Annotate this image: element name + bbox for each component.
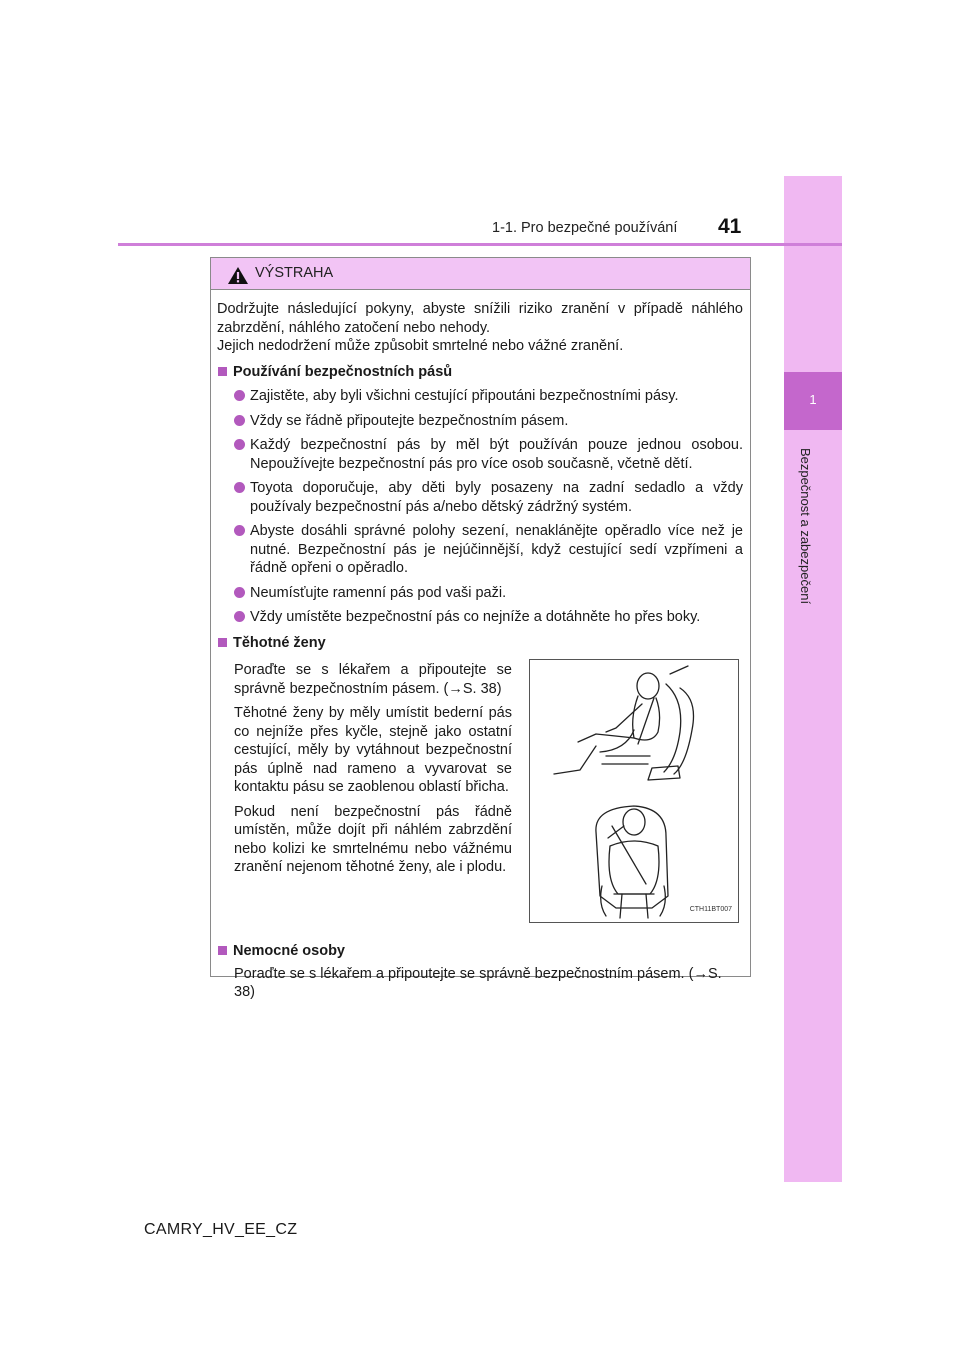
warning-header: [211, 258, 750, 290]
list-item: [217, 479, 743, 516]
page-number: 41: [718, 215, 742, 238]
square-bullet-icon: [218, 367, 227, 376]
pregnant-seatbelt-illustration: [529, 659, 739, 923]
circle-bullet-icon: [234, 439, 245, 450]
model-code: CAMRY_HV_EE_CZ: [144, 1221, 298, 1238]
section-heading-label: Těhotné ženy: [233, 634, 326, 651]
circle-bullet-icon: [234, 611, 245, 622]
square-bullet-icon: [218, 946, 227, 955]
header-rule: [118, 243, 842, 246]
warning-content: [217, 300, 743, 1002]
circle-bullet-icon: [234, 415, 245, 426]
list-item: [217, 522, 743, 578]
circle-bullet-icon: [234, 525, 245, 536]
list-item: [217, 584, 743, 603]
warning-triangle-icon: [227, 266, 249, 285]
circle-bullet-icon: [234, 587, 245, 598]
paragraph: Poraďte se s lékařem a připoutejte se správně bezpečnostním pásem. (→S. 38): [234, 662, 512, 697]
warning-intro: Dodržujte následující pokyny, abyste snížili riziko zranění v případě náhlého zabrzdění, náhlého zatočení nebo nehody.: [217, 301, 743, 336]
list-item-text: Neumísťujte ramenní pás pod vaši paži.: [250, 584, 507, 601]
illustration-code: CTH11BT007: [689, 905, 732, 913]
pregnant-woman-seated-side-view: [530, 660, 738, 800]
warning-title: VÝSTRAHA: [255, 265, 334, 281]
list-item-text: Abyste dosáhli správné polohy sezení, nenaklánějte opěradlo více než je nutné. Bezpečnostní pás je nejúčinnější, když cestující sedí vzpřímeni a řádně opřeni o opěradlo.: [250, 523, 743, 576]
side-tab: [784, 176, 842, 1182]
section-heading-pregnant-women: [217, 634, 743, 653]
square-bullet-icon: [218, 638, 227, 647]
paragraph: Těhotné ženy by měly umístit bederní pás co nejníže přes kyčle, stejně jako ostatní cestující, měly by vytáhnout bezpečnostní pás úplně nad rameno a vyvarovat se kontaktu pásu se zaoblenou oblastí břicha.: [234, 705, 512, 795]
section-heading-seatbelt-use: [217, 363, 743, 382]
list-item: [217, 608, 743, 627]
paragraph: Pokud není bezpečnostní pás řádně umístěn, může dojít při náhlém zabrzdění nebo kolizi ke smrtelnému nebo vážnému zranění nejenom těhotné ženy, ale i plodu.: [234, 803, 512, 875]
list-item-text: Vždy umístěte bezpečnostní pás co nejníže a dotáhněte ho přes boky.: [250, 609, 701, 625]
list-item: [217, 387, 743, 406]
chapter-title: Bezpečnost a zabezpečení: [798, 447, 813, 605]
chapter-number: 1: [809, 392, 817, 407]
pregnant-women-text: [234, 661, 512, 883]
section-heading-label: Nemocné osoby: [233, 943, 345, 959]
circle-bullet-icon: [234, 390, 245, 401]
list-item: [217, 412, 743, 431]
sick-persons-text: Poraďte se s lékařem a připoutejte se správně bezpečnostním pásem. (→S. 38): [234, 965, 722, 1000]
list-item-text: Toyota doporučuje, aby děti byly posazeny na zadní sedadlo a vždy používaly bezpečnostní pás a/nebo dětský zádržný systém.: [250, 480, 743, 515]
list-item: [217, 436, 743, 473]
pregnant-women-block: [217, 657, 743, 935]
list-item-text: Zajistěte, aby byli všichni cestující připoutáni bezpečnostními pásy.: [250, 388, 679, 404]
warning-box: [210, 257, 751, 1000]
list-item-text: Každý bezpečnostní pás by měl být používán pouze jednou osobou. Nepoužívejte bezpečnostní pás pro více osob současně, včetně dětí.: [250, 437, 743, 472]
section-heading-label: Používání bezpečnostních pásů: [233, 363, 453, 380]
warning-intro-consequence: Jejich nedodržení může způsobit smrtelné nebo vážné zranění.: [217, 338, 624, 354]
circle-bullet-icon: [234, 482, 245, 493]
seatbelt-instructions-list: [217, 387, 743, 627]
section-title: 1-1. Pro bezpečné používání: [492, 220, 678, 236]
list-item-text: Vždy se řádně připoutejte bezpečnostním pásem.: [250, 412, 569, 429]
section-heading-sick-persons: [217, 942, 743, 961]
